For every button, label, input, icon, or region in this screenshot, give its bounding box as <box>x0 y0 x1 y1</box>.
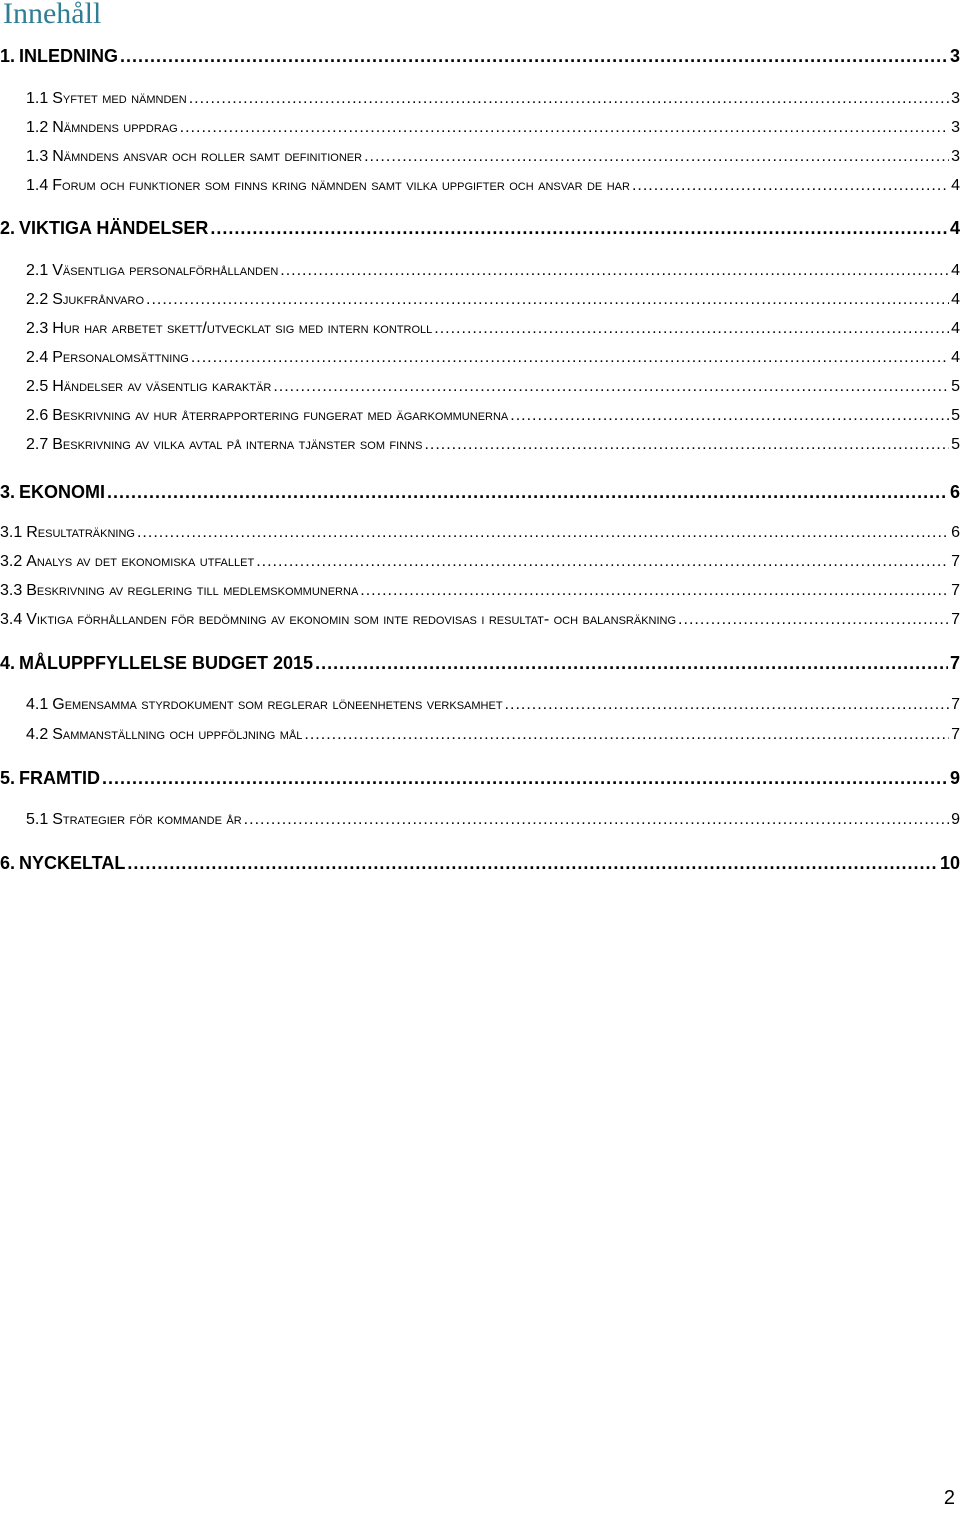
toc-entry-page: 4 <box>951 349 960 366</box>
toc-entry-number: 4.1 <box>26 696 49 713</box>
toc-entry-label <box>26 809 242 831</box>
toc-entry-title: Väsentliga personalförhållanden <box>52 262 279 279</box>
toc-entry-page: 5 <box>951 436 960 453</box>
toc-entry-label <box>0 609 676 631</box>
toc-entry-page: 4 <box>951 177 960 194</box>
toc-entry-1[interactable] <box>0 44 960 68</box>
toc-entry-number: 6. <box>0 853 16 873</box>
toc-entry-page: 5 <box>951 378 960 395</box>
toc-entry-2-4[interactable] <box>0 347 960 369</box>
toc-entry-number: 4.2 <box>26 726 49 743</box>
toc-entry-2-2[interactable] <box>0 289 960 311</box>
toc-entry-2-7[interactable] <box>0 434 960 456</box>
toc-entry-title: Personalomsättning <box>52 349 189 366</box>
toc-entry-title: Beskrivning av hur återrapportering fungerat med ägarkommunerna <box>52 407 509 424</box>
toc-entry-title: Syftet med nämnden <box>52 90 187 107</box>
toc-entry-number: 3.3 <box>0 582 23 599</box>
toc-entry-page: 7 <box>951 696 960 713</box>
toc-dot-leader <box>364 146 949 168</box>
toc-entry-label <box>26 434 422 456</box>
toc-entry-title: Sammanställning och uppföljning mål <box>52 726 303 743</box>
toc-entry-title: Beskrivning av vilka avtal på interna tjänster som finns <box>52 436 423 453</box>
toc-entry-label <box>0 480 105 504</box>
toc-entry-3[interactable] <box>0 480 960 504</box>
toc-entry-title: FRAMTID <box>19 768 100 788</box>
toc-entry-label <box>26 146 362 168</box>
toc-entry-number: 3.1 <box>0 524 23 541</box>
toc-entry-label <box>26 347 189 369</box>
toc-entry-label <box>26 289 144 311</box>
toc-dot-leader <box>102 766 948 790</box>
toc-entry-title: Beskrivning av reglering till medlemskommunerna <box>26 582 359 599</box>
toc-entry-2-3[interactable] <box>0 318 960 340</box>
toc-dot-leader <box>510 405 949 427</box>
toc-entry-label <box>0 580 358 602</box>
toc-entry-page: 6 <box>949 482 960 502</box>
toc-entry-label <box>26 318 432 340</box>
toc-dot-leader <box>137 522 949 544</box>
toc-entry-number: 3.4 <box>0 611 23 628</box>
page-number: 2 <box>943 1487 955 1509</box>
toc-entry-label <box>26 117 178 139</box>
toc-entry-title: Viktiga förhållanden för bedömning av ekonomin som inte redovisas i resultat- och balansräkning <box>26 611 677 628</box>
toc-entry-number: 2. <box>0 218 16 238</box>
toc-entry-number: 3. <box>0 482 16 502</box>
toc-entry-label <box>26 724 302 746</box>
toc-entry-page: 5 <box>951 407 960 424</box>
toc-entry-page: 4 <box>951 262 960 279</box>
toc-entry-page: 3 <box>951 148 960 165</box>
toc-entry-page: 7 <box>951 582 960 599</box>
toc-entry-title: MÅLUPPFYLLELSE BUDGET 2015 <box>19 653 314 673</box>
toc-dot-leader <box>127 851 938 875</box>
toc-entry-page: 4 <box>949 218 960 238</box>
toc-entry-title: Forum och funktioner som finns kring nämnden samt vilka uppgifter och ansvar de har <box>52 177 630 194</box>
toc-entry-title: Resultaträkning <box>26 524 135 541</box>
toc-dot-leader <box>632 175 949 197</box>
toc-dot-leader <box>434 318 949 340</box>
toc-entry-2-5[interactable] <box>0 376 960 398</box>
toc-dot-leader <box>120 44 948 68</box>
toc-entry-title: NYCKELTAL <box>19 853 126 873</box>
toc-entry-number: 4. <box>0 653 16 673</box>
toc-entry-3-3[interactable] <box>0 580 960 602</box>
toc-entry-title: Hur har arbetet skett/utvecklat sig med intern kontroll <box>52 320 433 337</box>
toc-entry-1-2[interactable] <box>0 117 960 139</box>
toc-entry-label <box>26 694 503 716</box>
toc-entry-4[interactable] <box>0 651 960 675</box>
toc-entry-page: 3 <box>951 119 960 136</box>
toc-entry-number: 2.5 <box>26 378 49 395</box>
toc-dot-leader <box>315 651 948 675</box>
toc-entry-title: INLEDNING <box>19 46 119 66</box>
toc-entry-number: 1. <box>0 46 16 66</box>
toc-entry-label <box>26 405 508 427</box>
toc-entry-page: 7 <box>951 726 960 743</box>
toc-entry-3-4[interactable] <box>0 609 960 631</box>
toc-entry-5-1[interactable] <box>0 809 960 831</box>
toc-entry-number: 1.1 <box>26 90 49 107</box>
toc-entry-1-4[interactable] <box>0 175 960 197</box>
toc-entry-1-3[interactable] <box>0 146 960 168</box>
toc-entry-label <box>0 551 254 573</box>
toc-entry-label <box>0 216 208 240</box>
toc-entry-number: 1.4 <box>26 177 49 194</box>
toc-dot-leader <box>256 551 949 573</box>
toc-entry-label <box>26 88 187 110</box>
toc-entry-label <box>0 651 313 675</box>
toc-dot-leader <box>180 117 949 139</box>
toc-entry-title: VIKTIGA HÄNDELSER <box>19 218 209 238</box>
toc-entry-title: Strategier för kommande år <box>52 811 242 828</box>
toc-entry-title: Händelser av väsentlig karaktär <box>52 378 272 395</box>
toc-entry-page: 4 <box>951 291 960 308</box>
toc-entry-4-1[interactable] <box>0 694 960 716</box>
toc-dot-leader <box>191 347 949 369</box>
toc-entry-2-1[interactable] <box>0 260 960 282</box>
toc-entry-3-1[interactable] <box>0 522 960 544</box>
toc-entry-title: Gemensamma styrdokument som reglerar löneenhetens verksamhet <box>52 696 503 713</box>
toc-entry-page: 7 <box>949 653 960 673</box>
toc-entry-label <box>26 260 278 282</box>
toc-entry-page: 10 <box>939 853 960 873</box>
toc-dot-leader <box>505 694 950 716</box>
toc-entry-label <box>26 175 630 197</box>
toc-entry-label <box>26 376 271 398</box>
toc-entry-label <box>0 44 118 68</box>
toc-dot-leader <box>244 809 949 831</box>
toc-entry-number: 1.3 <box>26 148 49 165</box>
toc-entry-title: EKONOMI <box>19 482 106 502</box>
toc-entry-6[interactable] <box>0 851 960 875</box>
toc-entry-number: 1.2 <box>26 119 49 136</box>
toc-dot-leader <box>210 216 948 240</box>
toc-dot-leader <box>146 289 949 311</box>
toc-entry-label <box>0 766 100 790</box>
toc-entry-2-6[interactable] <box>0 405 960 427</box>
toc-entry-page: 6 <box>951 524 960 541</box>
toc-entry-number: 2.1 <box>26 262 49 279</box>
toc-entry-page: 7 <box>951 611 960 628</box>
toc-entry-number: 5.1 <box>26 811 49 828</box>
toc-dot-leader <box>678 609 949 631</box>
toc-entry-page: 3 <box>951 90 960 107</box>
toc-entry-title: Analys av det ekonomiska utfallet <box>26 553 255 570</box>
toc-entry-title: Nämndens ansvar och roller samt definitioner <box>52 148 363 165</box>
toc-entry-1-1[interactable] <box>0 88 960 110</box>
toc-entry-5[interactable] <box>0 766 960 790</box>
toc-entry-4-2[interactable] <box>0 724 960 746</box>
toc-entry-number: 2.6 <box>26 407 49 424</box>
toc-entry-number: 2.7 <box>26 436 49 453</box>
toc-dot-leader <box>424 434 949 456</box>
toc-heading: Innehåll <box>3 0 102 30</box>
toc-entry-2[interactable] <box>0 216 960 240</box>
toc-entry-page: 9 <box>949 768 960 788</box>
toc-dot-leader <box>189 88 949 110</box>
toc-entry-label <box>0 522 135 544</box>
toc-dot-leader <box>304 724 949 746</box>
toc-entry-number: 2.2 <box>26 291 49 308</box>
toc-dot-leader <box>280 260 949 282</box>
toc-entry-page: 3 <box>949 46 960 66</box>
toc-entry-page: 7 <box>951 553 960 570</box>
toc-entry-title: Sjukfrånvaro <box>52 291 145 308</box>
toc-entry-3-2[interactable] <box>0 551 960 573</box>
toc-dot-leader <box>273 376 949 398</box>
toc-dot-leader <box>107 480 948 504</box>
toc-entry-page: 4 <box>951 320 960 337</box>
toc-dot-leader <box>360 580 949 602</box>
toc-entry-label <box>0 851 125 875</box>
toc-entry-number: 3.2 <box>0 553 23 570</box>
toc-entry-number: 2.3 <box>26 320 49 337</box>
toc-entry-title: Nämndens uppdrag <box>52 119 178 136</box>
toc-entry-number: 5. <box>0 768 16 788</box>
toc-entry-number: 2.4 <box>26 349 49 366</box>
toc-entry-page: 9 <box>951 811 960 828</box>
